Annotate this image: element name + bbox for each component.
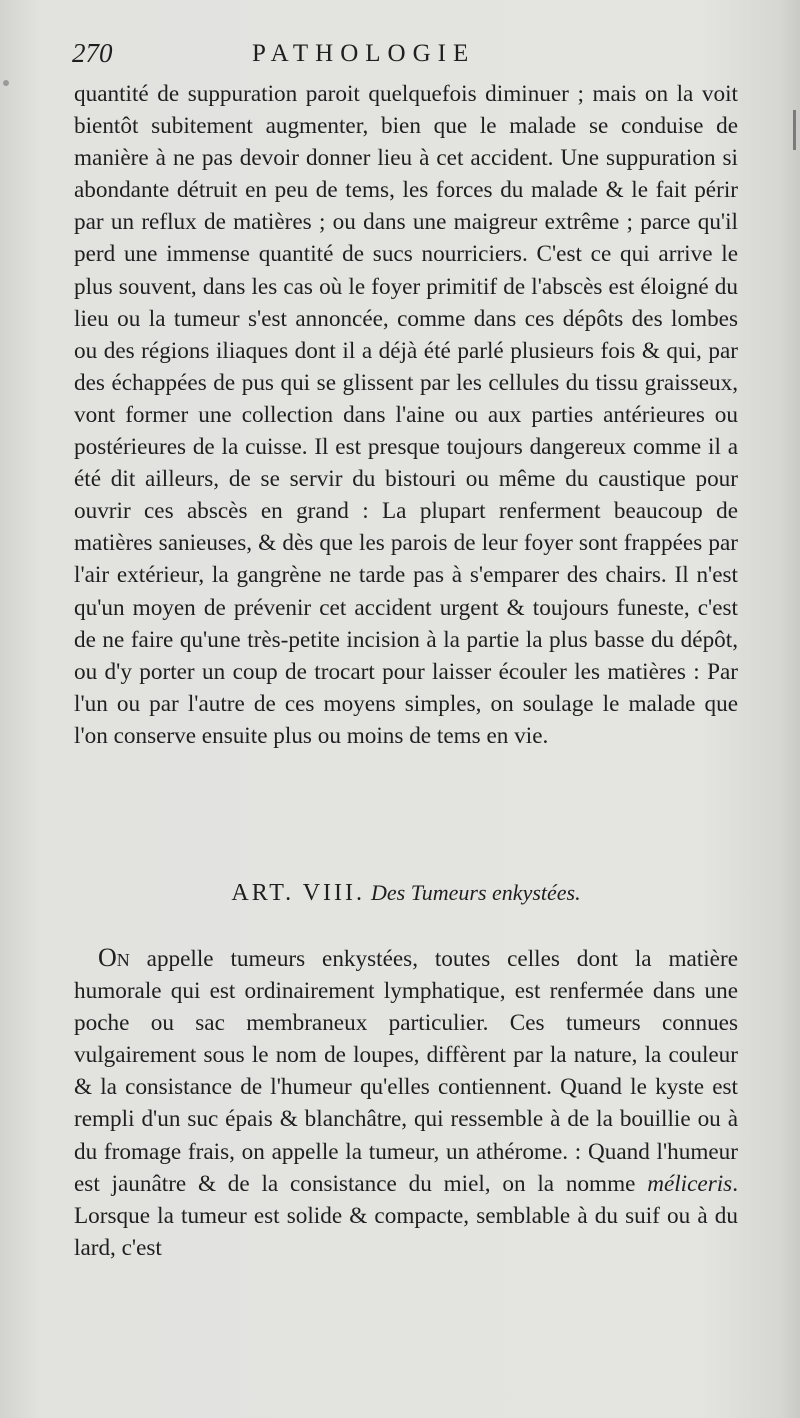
article-title: Des Tumeurs enkystées.	[371, 880, 581, 905]
ink-speck	[3, 80, 9, 86]
paragraph-text-end: . Lorsque la tumeur est solide & compacte, semblable à du suif ou à du lard, c'est	[74, 1170, 738, 1261]
page-number: 270	[72, 38, 113, 68]
paragraph-text: appelle tumeurs enkystées, toutes celles dont la matière humorale qui est ordinairement lymphatique, est renfermée dans une poche ou sac membraneux particulier. Ces tumeurs connues vulgairement sous le nom de loupes, diffèrent par la nature, la couleur & la consistance de l'humeur qu'elles contiennent. Quand le kyste est rempli d'un suc épais & blanchâtre, qui ressemble à de la bouillie ou à du fromage frais, on appelle la tumeur, un athérome. : Quand l'humeur est jaunâtre & de la consistance du miel, on la nomme	[74, 946, 738, 1197]
article-label: ART. VIII.	[231, 880, 366, 906]
running-head: PATHOLOGIE	[252, 40, 476, 67]
paragraph-initial: On	[98, 943, 130, 972]
italic-term: méliceris	[647, 1170, 733, 1197]
article-heading	[74, 880, 738, 907]
page-edge-mark	[793, 110, 796, 150]
paragraph-suppuration: quantité de suppuration paroit quelquefois diminuer ; mais on la voit bientôt subitement augmenter, bien que le malade se conduise de manière à ne pas devoir donner lieu à cet accident. Une suppuration si abondante détruit en peu de tems, les forces du malade & le fait périr par un reflux de matières ; ou dans une maigreur extrême ; parce qu'il perd une immense quantité de sucs nourriciers. C'est ce qui arrive le plus souvent, dans les cas où le foyer primitif de l'abscès est éloigné du lieu ou la tumeur s'est annoncée, comme dans ces dépôts des lombes ou des régions iliaques dont il a déjà été parlé plusieurs fois & qui, par des échappées de pus qui se glissent par les cellules du tissu graisseux, vont former une collection dans l'aine ou aux parties antérieures ou postérieures de la cuisse. Il est presque toujours dangereux comme il a été dit ailleurs, de se servir du bistouri ou même du caustique pour ouvrir ces abscès en grand : La plupart renferment beaucoup de matières sanieuses, & dès que les parois de leur foyer sont frappées par l'air extérieur, la gangrène ne tarde pas à s'emparer des chairs. Il n'est qu'un moyen de prévenir cet accident urgent & toujours funeste, c'est de ne faire qu'une très-petite incision à la partie la plus basse du dépôt, ou d'y porter un coup de trocart pour laisser écouler les matières : Par l'un ou par l'autre de ces moyens simples, on soulage le malade que l'on conserve ensuite plus ou moins de tems en vie.	[74, 81, 738, 749]
page-header	[72, 38, 742, 78]
paragraph-tumeurs-enkystees	[74, 942, 738, 1264]
